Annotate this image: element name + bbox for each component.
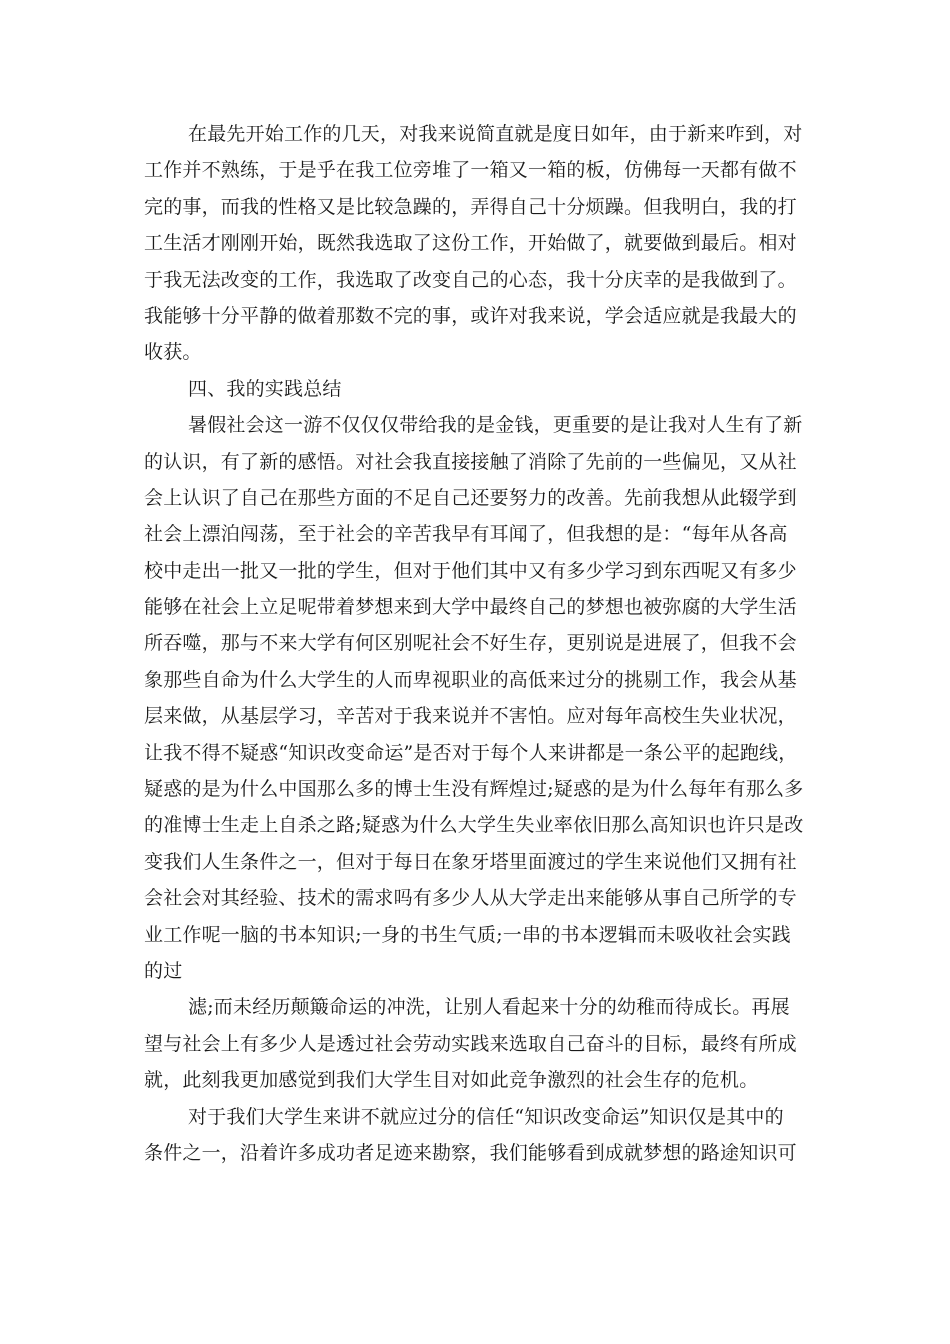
- paragraph-line: 我能够十分平静的做着那数不完的事，或许对我来说，学会适应就是我最大的: [144, 304, 797, 327]
- paragraph-line: 能够在社会上立足呢带着梦想来到大学中最终自己的梦想也被弥腐的大学生活: [144, 596, 797, 619]
- document-body: [144, 116, 814, 1171]
- paragraph-line: 暑假社会这一游不仅仅仅带给我的是金钱，更重要的是让我对人生有了新: [188, 414, 803, 437]
- paragraph-line: 校中走出一批又一批的学生，但对于他们其中又有多少学习到东西呢又有多少: [144, 559, 797, 582]
- paragraph-line: 在最先开始工作的几天，对我来说简直就是度日如年，由于新来咋到，对: [188, 123, 803, 145]
- paragraph-line: 疑惑的是为什么中国那么多的博士生没有辉煌过;疑惑的是为什么每年有那么多: [144, 778, 804, 801]
- paragraph-line: 层来做，从基层学习，辛苦对于我来说并不害怕。应对每年高校生失业状况，: [144, 705, 797, 728]
- paragraph-line: 让我不得不疑惑“知识改变命运”是否对于每个人来讲都是一条公平的起跑线，: [144, 741, 798, 764]
- paragraph-line: 象那些自命为什么大学生的人而卑视职业的高低来过分的挑剔工作，我会从基: [144, 668, 797, 691]
- paragraph-line: 于我无法改变的工作，我选取了改变自己的心态，我十分庆幸的是我做到了。: [144, 268, 797, 291]
- paragraph-line: 社会上漂泊闯荡，至于社会的辛苦我早有耳闻了，但我想的是：“每年从各高: [144, 523, 788, 546]
- paragraph-line: 工生活才刚刚开始，既然我选取了这份工作，开始做了，就要做到最后。相对: [144, 232, 797, 255]
- paragraph-line: 的认识，有了新的感悟。对社会我直接接触了消除了先前的一些偏见，又从社: [144, 450, 797, 473]
- paragraph-3: [144, 989, 814, 1098]
- paragraph-line: 收获。: [144, 341, 202, 364]
- paragraph-line: 的准博士生走上自杀之路;疑惑为什么大学生失业率依旧那么高知识也许只是改: [144, 814, 804, 837]
- paragraph-line: 所吞噬，那与不来大学有何区别呢社会不好生存，更别说是进展了，但我不会: [144, 632, 797, 655]
- paragraph-line: 业工作呢一脑的书本知识;一身的书生气质;一串的书本逻辑而未吸收社会实践: [144, 923, 791, 946]
- section-heading: 四、我的实践总结: [188, 377, 342, 400]
- paragraph-1: [144, 116, 814, 371]
- paragraph-line: 变我们人生条件之一，但对于每日在象牙塔里面渡过的学生来说他们又拥有社: [144, 850, 797, 873]
- paragraph-line: 会上认识了自己在那些方面的不足自己还要努力的改善。先前我想从此辍学到: [144, 486, 797, 509]
- paragraph-line: 望与社会上有多少人是透过社会劳动实践来选取自己奋斗的目标，最终有所成: [144, 1032, 797, 1055]
- paragraph-line: 滤;而未经历颠簸命运的冲洗，让别人看起来十分的幼稚而待成长。再展: [188, 996, 790, 1019]
- paragraph-line: 条件之一，沿着许多成功者足迹来勘察，我们能够看到成就梦想的路途知识可: [144, 1141, 797, 1164]
- paragraph-line: 就，此刻我更加感觉到我们大学生目对如此竞争激烈的社会生存的危机。: [144, 1069, 759, 1092]
- paragraph-line: 完的事，而我的性格又是比较急躁的，弄得自己十分烦躁。但我明白，我的打: [144, 195, 797, 218]
- paragraph-2: [144, 407, 814, 989]
- paragraph-line: 的过: [144, 959, 183, 982]
- paragraph-4: [144, 1099, 814, 1172]
- paragraph-line: 工作并不熟练，于是乎在我工位旁堆了一箱又一箱的板，仿佛每一天都有做不: [144, 159, 797, 182]
- paragraph-line: 对于我们大学生来讲不就应过分的信任“知识改变命运”知识仅是其中的: [188, 1105, 784, 1128]
- paragraph-line: 会社会对其经验、技术的需求吗有多少人从大学走出来能够从事自己所学的专: [144, 887, 797, 910]
